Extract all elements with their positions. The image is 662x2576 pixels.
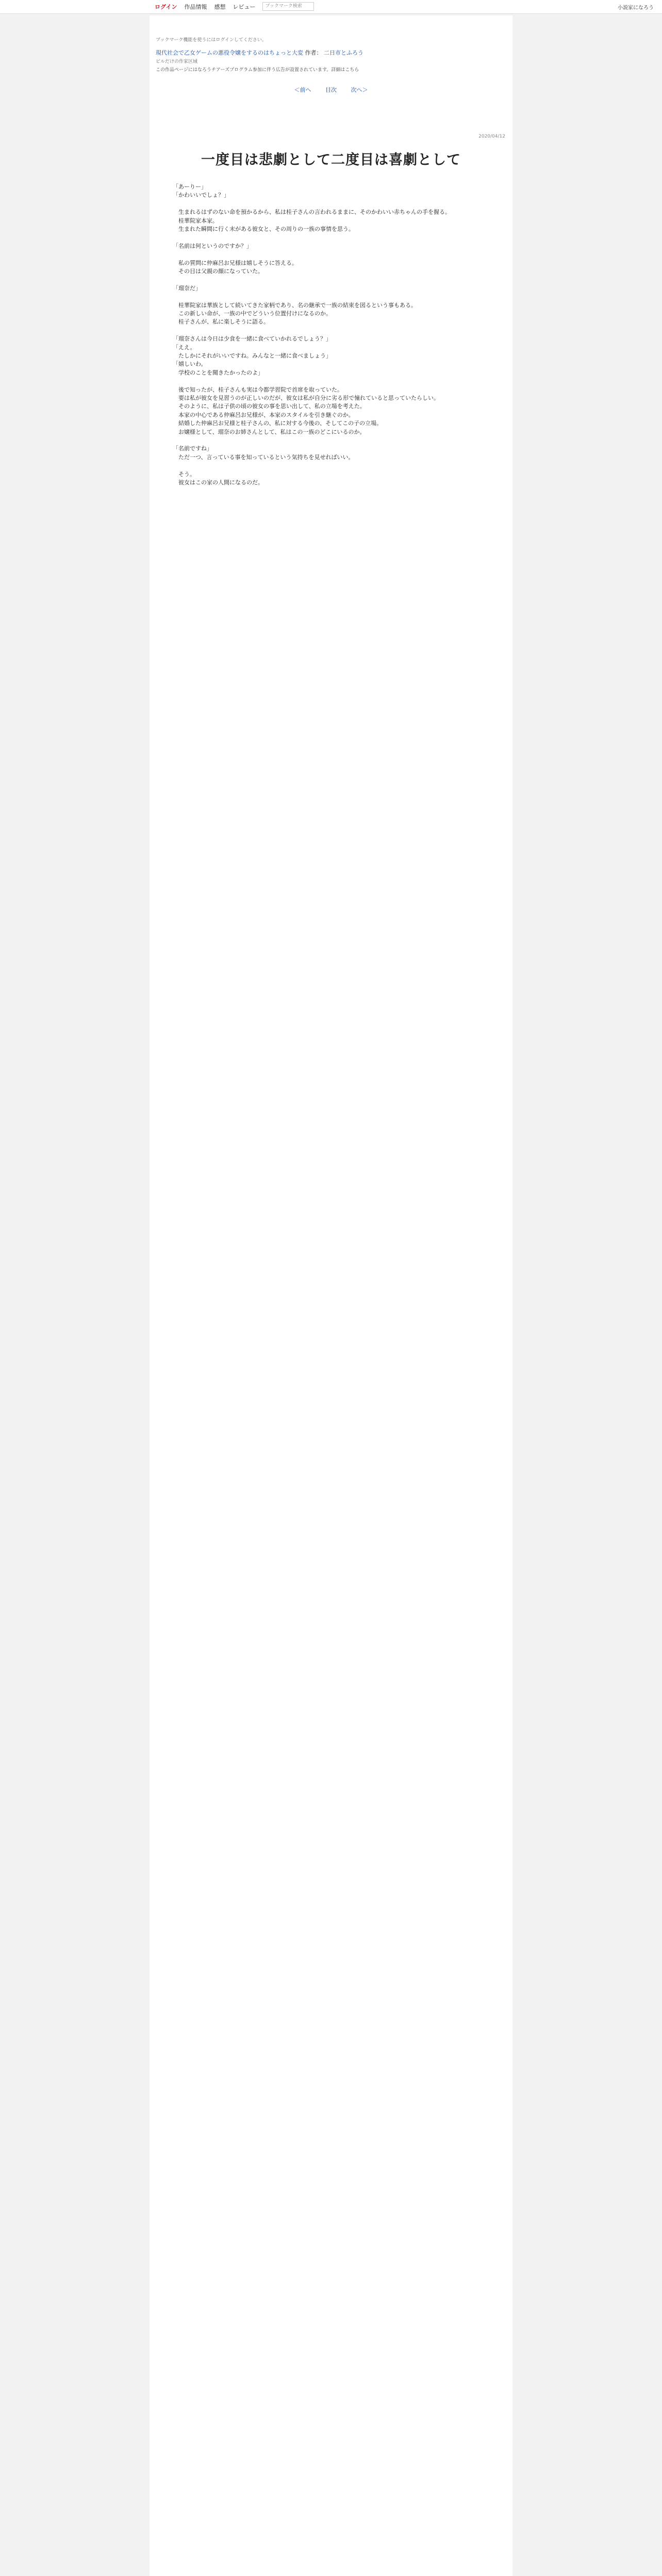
post-date: 2020/04/12: [478, 134, 505, 139]
series-line: [156, 48, 363, 57]
body-paragraph: 「名前は何というのですか？」: [173, 242, 252, 249]
prev-link[interactable]: ＜前へ: [294, 87, 311, 93]
body-paragraph: 後で知ったが、桂子さんも実は今都学習院で首席を取っていた。 要は私が彼女を見習うのが正しいのだが、彼女は私が自分に劣る形で憧れていると思っていたらしい。 そのように、私は子供の頃の彼女の事を思い出して、私の立場を考えた。 本家の中心である仲麻呂お兄様が、本家のスタイルを引き継ぐのか。 結婚した仲麻呂お兄様と桂子さんの、私に対する今後の、そしてこの子の立場。 お嬢様として、瑠奈のお姉さんとして、私はこの一族のどこにいるのか。: [178, 386, 439, 435]
body-paragraph: そう。 彼女はこの家の人間になるのだ。: [178, 470, 263, 486]
nav-item-review[interactable]: レビュー: [233, 3, 256, 10]
body-paragraph: 桂華院家は華族として続いてきた家柄であり、名の継承で一族の結束を図るという事もある。 この新しい命が、一族の中でどういう位置付けになるのか。 桂子さんが、私に楽しそうに語る。: [178, 301, 417, 326]
nav-item-info[interactable]: 作品情報: [184, 3, 207, 10]
index-link[interactable]: 目次: [325, 87, 337, 93]
series-title-link[interactable]: 現代社会で乙女ゲームの悪役令嬢をするのはちょっと大変: [156, 49, 303, 56]
chapter-body: [173, 183, 485, 496]
body-paragraph: 「名前ですね」 ただ一つ、言っている事を知っているという気持ちを見せればいい。: [173, 445, 354, 461]
site-logo[interactable]: 小説家になろう: [618, 5, 654, 11]
body-paragraph: 生まれるはずのない命を預かるから、私は桂子さんの言われるままに、そのかわいい赤ちゃんの手を握る。 桂華院家本家。 生まれた瞬間に行く末がある彼女と、その周りの一族の事情を思う。: [178, 209, 451, 233]
login-link[interactable]: ログイン: [155, 3, 177, 10]
next-link[interactable]: 次へ＞: [351, 87, 368, 93]
author-label: 作者：: [305, 49, 322, 56]
bookmark-search-input[interactable]: ブックマーク検索: [262, 2, 314, 11]
chapter-title: 一度目は悲劇として二度目は喜劇として: [201, 152, 461, 168]
bookmark-login-note: ブックマーク機能を使うにはログインしてください。: [156, 38, 267, 43]
ad-notice[interactable]: この作品ページにはなろうチアーズプログラム参加に伴う広告が設置されています。詳細はこちら: [156, 67, 359, 73]
body-paragraph: 私の質問に仲麻呂お兄様は嬉しそうに答える。 その目は父親の顔になっていた。: [178, 259, 297, 275]
nav-item-impressions[interactable]: 感想: [214, 3, 226, 10]
top-nav: [155, 2, 314, 11]
body-paragraph: 「あーりー」 「かわいいでしょ？」: [173, 183, 229, 199]
novel-page: [150, 15, 512, 2576]
top-navigation-bar: [0, 0, 662, 14]
body-paragraph: 「瑠奈さんは今日は少食を一緒に食べていかれるでしょう？」 「ええ。 たしかにそれがいいですね。みんなと一緒に食べましょう」 「嬉しいわ。 学校のことを聞きたかったのよ」: [173, 335, 332, 376]
pager-top: [150, 86, 512, 94]
author-link[interactable]: 二日市とふろう: [324, 49, 363, 56]
series-tagline: ビルだけの作家区域: [156, 59, 198, 64]
body-paragraph: 「瑠奈だ」: [173, 284, 201, 292]
